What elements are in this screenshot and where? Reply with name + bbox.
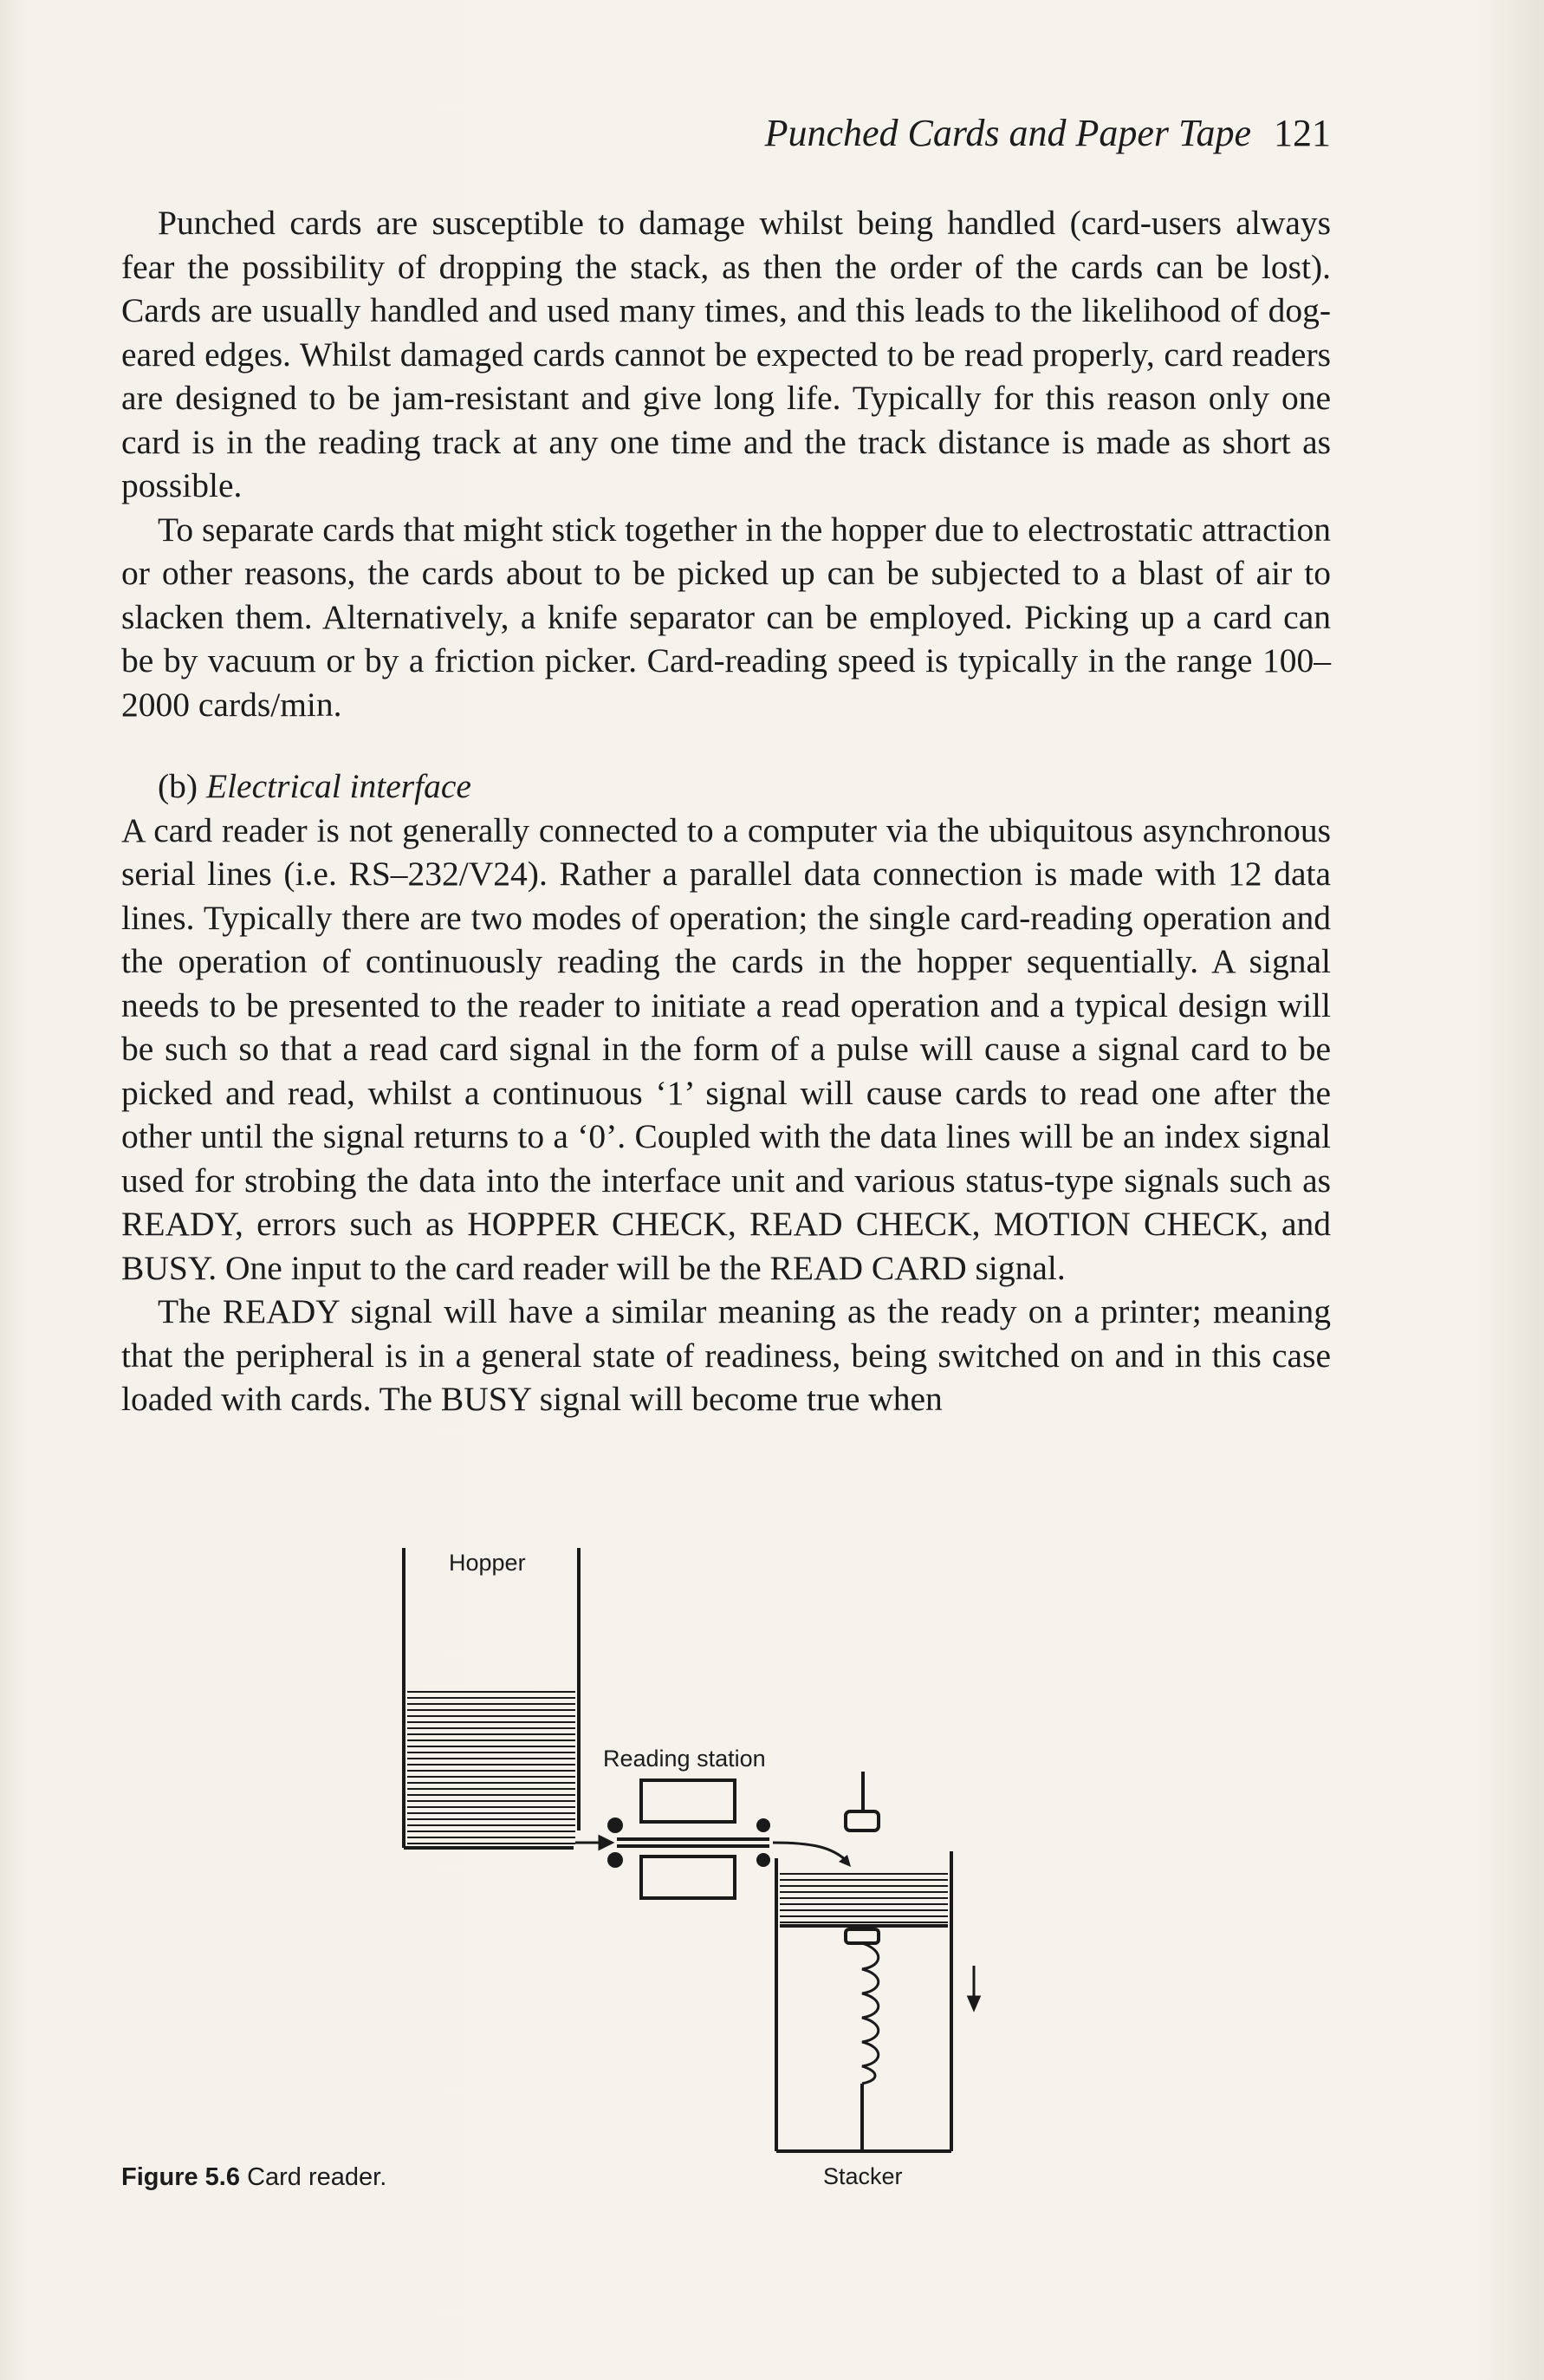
rollers [607, 1818, 770, 1868]
section-title: Electrical interface [205, 767, 471, 805]
stacker-card-stack [780, 1874, 948, 1922]
platform-support [846, 1929, 879, 1943]
running-header [121, 111, 1331, 155]
caption-number: Figure 5.6 [121, 2163, 240, 2191]
figure-caption [121, 2163, 386, 2192]
body-text-section-b [121, 764, 1331, 1421]
section-label: (b) [158, 767, 198, 805]
page-number: 121 [1274, 112, 1331, 154]
down-arrow-icon [969, 1966, 979, 2009]
paragraph-electrical-interface: A card reader is not generally connected to a computer via the ubiquitous asynchronous serial lines (i.e. RS–232/V24). Rather a parallel data connection is made with 12 data lines. Typically there are two modes of operation; the single card-reading operation and the operation of continuously reading the cards in the hopper sequentially. A signal needs to be presented to the reader to initiate a read operation and a typical design will be such so that a read card signal in the form of a pulse will cause a signal card to be picked and read, whilst a continuous ‘1’ signal will cause cards to read one after the other until the signal returns to a ‘0’. Coupled with the data lines will be an index signal used for strobing the data into the interface unit and various status-type signals such as READY, errors such as HOPPER CHECK, READ CHECK, MOTION CHECK, and BUSY. One input to the card reader will be the READ CARD signal. [121, 810, 1331, 1287]
stacker-label: Stacker [823, 2163, 903, 2189]
reading-station [617, 1780, 769, 1898]
body-text-top [121, 201, 1331, 726]
hopper-label: Hopper [449, 1550, 526, 1576]
air-nozzle [846, 1772, 879, 1831]
hopper-card-stack [407, 1692, 575, 1844]
section-heading [121, 764, 1331, 809]
reading-station-label: Reading station [603, 1746, 766, 1772]
paragraph-card-damage: Punched cards are susceptible to damage whilst being handled (card-users always fear the possibility of dropping the stack, as then the order of the cards can be lost). Cards are usually handled and used many times, and this leads to the likelihood of dog-eared edges. Whilst damaged cards cannot be expected to be read properly, card readers are designed to be jam-resistant and give long life. Typically for this reason only one card is in the reading track at any one time and the track distance is made as short as possible. [121, 204, 1331, 504]
card-reader-diagram [121, 1525, 1331, 2201]
feed-arrow [575, 1837, 612, 1849]
paragraph-card-separation: To separate cards that might stick together in the hopper due to electrostatic attraction or other reasons, the cards about to be picked up can be subjected to a blast of air to slacken them. Alternatively, a knife separator can be employed. Picking up a card can be by vacuum or by a friction picker. Card-reading speed is typically in the range 100–2000 cards/min. [121, 510, 1332, 724]
figure-card-reader [121, 1525, 1331, 2201]
stacker-entry-path [773, 1843, 846, 1860]
header-title: Punched Cards and Paper Tape [764, 112, 1251, 154]
caption-text: Card reader. [247, 2163, 387, 2191]
stacker-spring [862, 1943, 879, 2084]
paragraph-ready-signal: The READY signal will have a similar meaning as the ready on a printer; meaning that the peripheral is in a general state of readiness, being switched on and in this case loaded with cards. The BUSY signal will become true when [121, 1292, 1331, 1418]
